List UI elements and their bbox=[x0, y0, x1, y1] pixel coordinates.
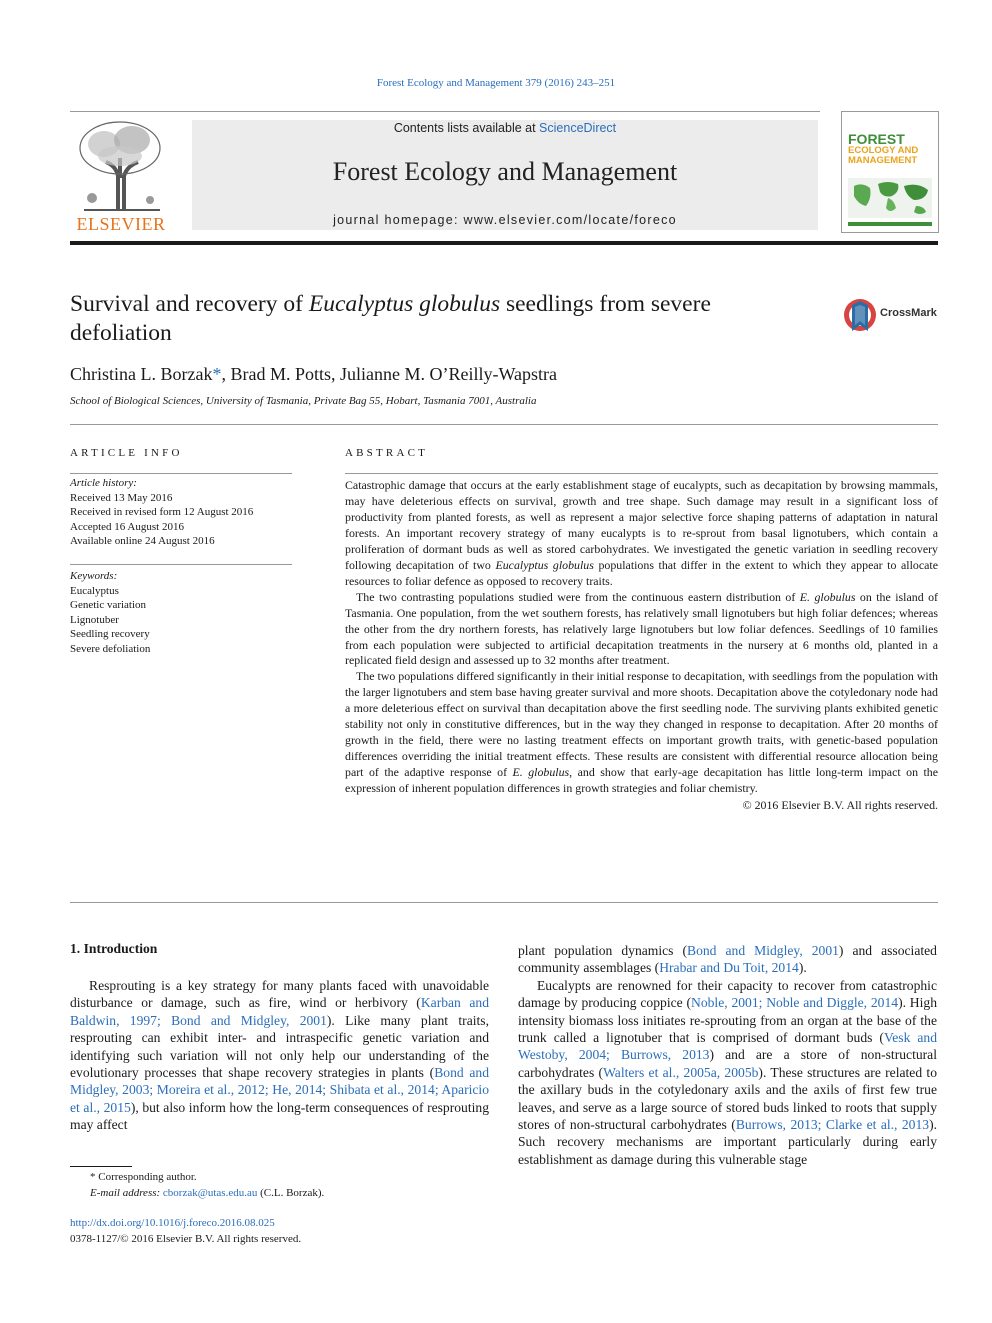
history-revised: Received in revised form 12 August 2016 bbox=[70, 506, 254, 519]
keyword-item: Genetic variation bbox=[70, 599, 147, 612]
elsevier-logo[interactable] bbox=[70, 118, 172, 234]
crossmark-icon bbox=[843, 297, 877, 333]
keyword-item: Seedling recovery bbox=[70, 628, 150, 641]
body-text: ). Such recovery mechanisms are important particularly during early establishment as damage during this vulnerable stage bbox=[518, 1117, 937, 1167]
cover-world-map-icon bbox=[842, 112, 938, 232]
journal-title: Forest Ecology and Management bbox=[332, 157, 678, 186]
header-divider bbox=[70, 111, 820, 112]
footnote-mark: * bbox=[90, 1171, 96, 1183]
article-info-heading: ARTICLE INFO bbox=[70, 447, 183, 459]
body-text: Resprouting is a key strategy for many plants faced with unavoidable disturbance or damage, such as fire, wind or herbivory ( bbox=[70, 978, 489, 1011]
abstract-text: on the island of Tasmania. One population, from the wet southern forests, has relatively small lignotubers but high foliar defences; whereas the other from the dry northern forests, has relatively large lignotubers but low foliar defences. Seedlings of 10 families from each population were subjected to artificial decapitation treatments in the nursery at 6 months old, planted in a replicated field design and assessed up to 32 months after treatment. bbox=[345, 589, 938, 668]
keyword-item: Lignotuber bbox=[70, 613, 119, 626]
elsevier-wordmark: ELSEVIER bbox=[76, 214, 166, 234]
citation-link[interactable]: Hrabar and Du Toit, 2014 bbox=[659, 960, 799, 976]
contents-prefix: Contents lists available at bbox=[393, 121, 540, 135]
body-text: ). High intensity biomass loss initiates re-sprouting from an organ at the base of the trunk called a lignotuber that is comprised of dormant buds ( bbox=[518, 995, 937, 1046]
body-text: ) and are a store of non-structural carbohydrates ( bbox=[518, 1047, 937, 1080]
abstract-text: Catastrophic damage that occurs at the early establishment stage of eucalypts, such as decapitation by browsing mammals, may have deleterious effects on survival, growth and tree shape. Such damage may result in a significant loss of productivity from planted forests, as well as represent a major selective force shaping patterns of adaptation in natural forests. An important recovery strategy of many eucalypts is to re-sprout from basal lignotubers, which contain a proliferation of dormant buds as well as stored carbohydrates. We investigated the genetic variation in seedling recovery following decapitation of two bbox=[345, 478, 938, 572]
corresponding-author-footnote bbox=[70, 1170, 490, 1201]
title-part-1: Survival and recovery of bbox=[70, 291, 309, 317]
introduction-heading: 1. Introduction bbox=[70, 941, 158, 956]
abstract-species: E. globulus bbox=[799, 589, 856, 604]
article-info-rule bbox=[70, 473, 292, 474]
issn-copyright: 0378-1127/© 2016 Elsevier B.V. All rights reserved. bbox=[70, 1232, 302, 1245]
body-text: ). These structures are related to the axillary buds in the cotyledonary axils and the axils of first few true leaves, and serve as a large source of stored buds linked to roots that supply stores of non-structural carbohydrates ( bbox=[518, 1064, 937, 1133]
sciencedirect-link[interactable]: ScienceDirect bbox=[539, 121, 617, 135]
crossmark-label: CrossMark bbox=[880, 307, 937, 319]
article-history bbox=[70, 476, 300, 549]
body-text: plant population dynamics ( bbox=[518, 943, 688, 958]
history-accepted: Accepted 16 August 2016 bbox=[70, 520, 184, 533]
doi-block bbox=[70, 1216, 301, 1247]
citation-link[interactable]: Karban and Baldwin, 1997; Bond and Midgley, 2001 bbox=[70, 995, 490, 1028]
citation-link[interactable]: Vesk and Westoby, 2004; Burrows, 2013 bbox=[518, 1030, 937, 1063]
body-text: Eucalypts are renowned for their capacity to recover from catastrophic damage by producing coppice ( bbox=[518, 977, 937, 1011]
abstract-species: E. globulus bbox=[512, 765, 570, 780]
author-borzak: Christina L. Borzak bbox=[70, 364, 213, 384]
abstract-paragraph-3 bbox=[345, 669, 938, 797]
crossmark-badge[interactable] bbox=[843, 297, 943, 333]
abstract-text: , and show that early-age decapitation has little long-term impact on the expression of inherent population differences in growth strategies and foliar chemistry. bbox=[345, 765, 939, 796]
abstract-paragraph-1 bbox=[345, 478, 938, 590]
title-species: Eucalyptus globulus bbox=[308, 291, 501, 317]
abstract-heading: ABSTRACT bbox=[345, 447, 429, 459]
keywords-block bbox=[70, 569, 300, 657]
intro-paragraph-1-continued bbox=[518, 942, 937, 977]
email-label: E-mail address: bbox=[90, 1186, 161, 1199]
email-suffix: (C.L. Borzak). bbox=[257, 1186, 325, 1199]
author-list bbox=[70, 364, 870, 385]
abstract-text: The two populations differed significantly in their initial response to decapitation, with seedlings from the population with the larger lignotubers and stem base having greater survival and more shoots. Decapitation above the cotyledonary node had a more deleterious effect on survival than decapitation above the first seedling node. The surviving plants exhibited genetic stability not only in constitutive differences, but in the way they changed in response to decapitation. After 20 months of growth in the field, there were no lasting treatment effects on important growth traits, with genetic-based population differences overriding the initial treatment effects. These results are consistent with differential resource allocation being part of the adaptive response of bbox=[345, 669, 938, 780]
keywords-rule bbox=[70, 564, 292, 565]
citation-link[interactable]: Bond and Midgley, 2001 bbox=[687, 943, 839, 958]
title-part-2: seedlings from severe defoliation bbox=[70, 291, 711, 346]
intro-paragraph-1 bbox=[70, 977, 489, 1134]
body-column-right bbox=[518, 942, 937, 1168]
keywords-label: Keywords: bbox=[70, 570, 118, 582]
body-column-left bbox=[70, 977, 489, 1134]
abstract-rule bbox=[345, 473, 938, 474]
corresponding-author-mark[interactable]: * bbox=[212, 364, 222, 384]
footnote-corresponding bbox=[70, 1170, 490, 1186]
footnote-email bbox=[70, 1186, 490, 1202]
author-affiliation: School of Biological Sciences, University of Tasmania, Private Bag 55, Hobart, Tasmania 7001, Australia bbox=[70, 395, 537, 407]
cover-title-line-1: FOREST bbox=[848, 131, 905, 147]
abstract-text: populations that differ in the extent to which they appear to allocate resources to foliar defence as opposed to recovery traits. bbox=[345, 557, 938, 588]
history-online: Available online 24 August 2016 bbox=[70, 535, 215, 548]
abstract-species: Eucalyptus globulus bbox=[495, 557, 594, 572]
cover-title-line-2: ECOLOGY AND bbox=[848, 145, 919, 156]
article-title bbox=[70, 290, 810, 348]
abstract-body bbox=[345, 478, 938, 814]
history-received: Received 13 May 2016 bbox=[70, 491, 173, 504]
cover-title-line-3: MANAGEMENT bbox=[848, 155, 918, 166]
article-history-label: Article history: bbox=[70, 477, 137, 489]
journal-homepage[interactable]: journal homepage: www.elsevier.com/locate/foreco bbox=[333, 213, 677, 227]
citation-link[interactable]: Burrows, 2013; Clarke et al., 2013 bbox=[735, 1117, 930, 1133]
affiliation-divider bbox=[70, 424, 938, 425]
abstract-text: The two contrasting populations studied were from the continuous eastern distribution of bbox=[356, 589, 800, 604]
other-authors: , Brad M. Potts, Julianne M. O’Reilly-Wapstra bbox=[221, 364, 557, 384]
footnote-rule bbox=[70, 1166, 132, 1167]
intro-paragraph-2 bbox=[518, 977, 937, 1168]
abstract-copyright: © 2016 Elsevier B.V. All rights reserved. bbox=[742, 798, 938, 813]
journal-citation[interactable]: Forest Ecology and Management 379 (2016) 243–251 bbox=[376, 77, 616, 89]
email-link[interactable]: cborzak@utas.edu.au bbox=[162, 1186, 258, 1199]
keyword-item: Severe defoliation bbox=[70, 642, 151, 655]
footnote-text: Corresponding author. bbox=[98, 1171, 197, 1183]
body-text: ). Like many plant traits, resprouting can exhibit inter- and intraspecific genetic variation and identifying such variation will not only help our understanding of the evolutionary processes that shape recovery strategies in plants ( bbox=[70, 1012, 489, 1081]
journal-cover-thumbnail[interactable] bbox=[841, 111, 939, 233]
body-text: ) and associated community assemblages ( bbox=[518, 943, 937, 976]
citation-link[interactable]: Walters et al., 2005a, 2005b bbox=[603, 1064, 759, 1080]
abstract-paragraph-2 bbox=[345, 590, 938, 670]
keyword-item: Eucalyptus bbox=[70, 584, 119, 597]
abstract-divider bbox=[70, 902, 938, 903]
elsevier-tree-icon bbox=[70, 118, 172, 214]
contents-line bbox=[192, 121, 818, 135]
masthead-bottom-rule bbox=[70, 241, 938, 245]
doi-link[interactable]: http://dx.doi.org/10.1016/j.foreco.2016.08.025 bbox=[70, 1217, 275, 1229]
citation-link[interactable]: Noble, 2001; Noble and Diggle, 2014 bbox=[691, 995, 899, 1011]
journal-masthead bbox=[192, 120, 818, 230]
citation-link[interactable]: Bond and Midgley, 2003; Moreira et al., 2012; He, 2014; Shibata et al., 2014; Aparicio et al., 2015 bbox=[70, 1065, 489, 1115]
body-text: ), but also inform how the long-term consequences of resprouting may affect bbox=[70, 1099, 489, 1133]
body-text: ). bbox=[798, 960, 807, 976]
